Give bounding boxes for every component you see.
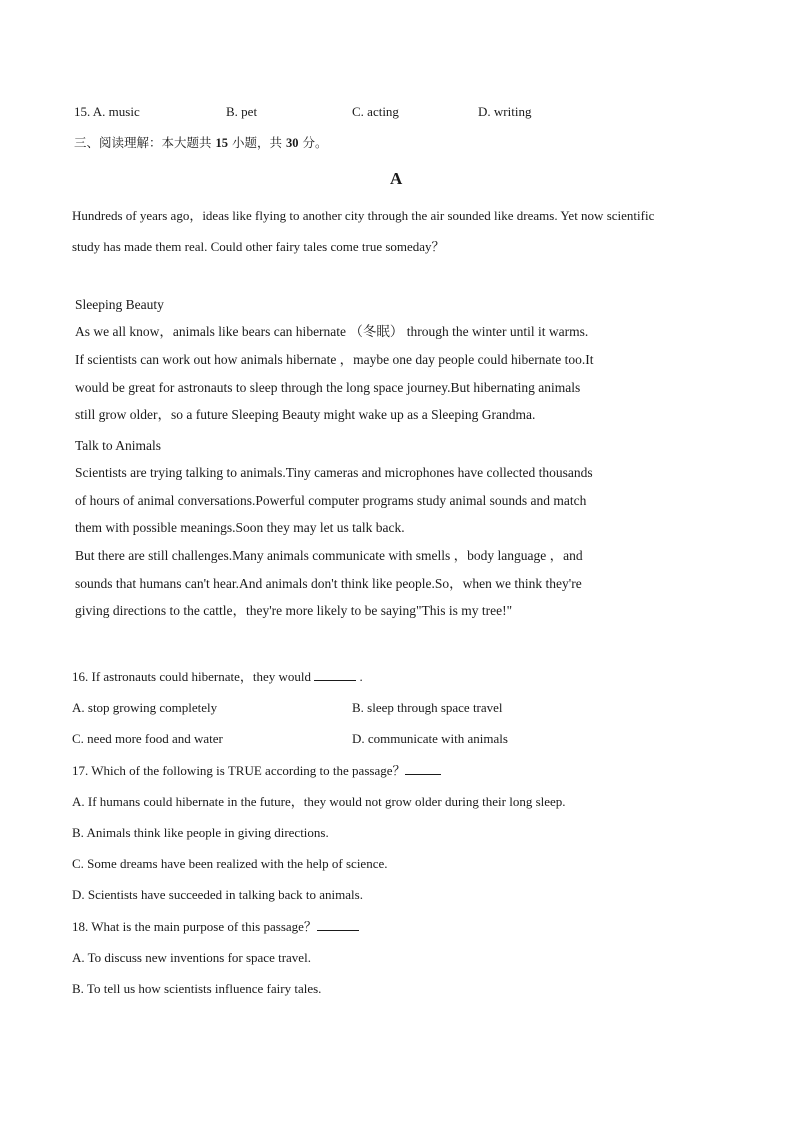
q16-stem-end: . (359, 669, 363, 684)
q15-option-b: B. pet (226, 104, 258, 119)
q17-option-c: C. Some dreams have been realized with the help of science. (72, 856, 388, 871)
sleeping-line-4: still grow older，so a future Sleeping Beauty might wake up as a Sleeping Grandma. (75, 407, 536, 422)
section-score: 30 (285, 136, 299, 150)
q17-option-d: D. Scientists have succeeded in talking back to animals. (72, 887, 363, 902)
sleeping-line-3: would be great for astronauts to sleep through the long space journey.But hibernating animals (75, 380, 581, 395)
q18-answer-blank[interactable] (317, 919, 359, 931)
section-header-part3: 分。 (302, 135, 328, 150)
intro-line-2: study has made them real. Could other fairy tales come true someday？ (72, 239, 445, 254)
q17-stem-text: 17. Which of the following is TRUE according to the passage？ (72, 763, 406, 778)
q17-option-b: B. Animals think like people in giving directions. (72, 825, 329, 840)
section-question-count: 15 (215, 136, 228, 150)
q18-option-b: B. To tell us how scientists influence fairy tales. (72, 981, 322, 996)
q15-option-a-text: A. music (92, 104, 140, 119)
q16-option-d: D. communicate with animals (352, 731, 508, 746)
q17-option-a: A. If humans could hibernate in the future，they would not grow older during their long sleep. (72, 794, 566, 809)
q15-option-d: D. writing (478, 104, 532, 119)
q18-option-a: A. To discuss new inventions for space travel. (72, 950, 311, 965)
intro-line-1: Hundreds of years ago，ideas like flying to another city through the air sounded like dreams. Yet now scientific (72, 208, 655, 223)
q18-stem-text: 18. What is the main purpose of this passage？ (72, 919, 317, 934)
passage-title: A (390, 169, 403, 188)
q17-stem (72, 763, 441, 779)
q15-option-a (74, 104, 140, 120)
talk-line-1: Scientists are trying talking to animals.Tiny cameras and microphones have collected thousands (75, 465, 593, 480)
q16-option-c: C. need more food and water (72, 731, 223, 746)
sleeping-beauty-heading: Sleeping Beauty (75, 297, 164, 312)
talk-line-3: them with possible meanings.Soon they may let us talk back. (75, 520, 405, 535)
q16-option-b: B. sleep through space travel (352, 700, 503, 715)
sleeping-line-2: If scientists can work out how animals hibernate ，maybe one day people could hibernate too.It (75, 352, 594, 367)
sleeping-line-1: As we all know，animals like bears can hibernate （冬眠） through the winter until it warms. (75, 324, 589, 339)
talk-line-5: sounds that humans can't hear.And animals don't think like people.So，when we think they're (75, 576, 582, 591)
talk-line-4: But there are still challenges.Many animals communicate with smells ，body language ，and (75, 548, 583, 563)
q18-stem (72, 919, 359, 935)
talk-line-2: of hours of animal conversations.Powerful computer programs study animal sounds and match (75, 493, 587, 508)
section-header-part2: 小题，共 (231, 135, 282, 150)
q15-number: 15. (74, 104, 91, 119)
q15-option-c: C. acting (352, 104, 399, 119)
q16-option-a: A. stop growing completely (72, 700, 218, 715)
q17-answer-blank[interactable] (405, 763, 441, 775)
section-header-part1: 三、阅读理解：本大题共 (74, 135, 212, 150)
q16-stem-text: 16. If astronauts could hibernate，they would (72, 669, 311, 684)
talk-line-6: giving directions to the cattle，they're more likely to be saying"This is my tree!" (75, 603, 513, 618)
section-header (74, 135, 327, 151)
q16-stem (72, 669, 363, 685)
talk-to-animals-heading: Talk to Animals (75, 438, 162, 453)
q16-answer-blank[interactable] (314, 669, 356, 681)
